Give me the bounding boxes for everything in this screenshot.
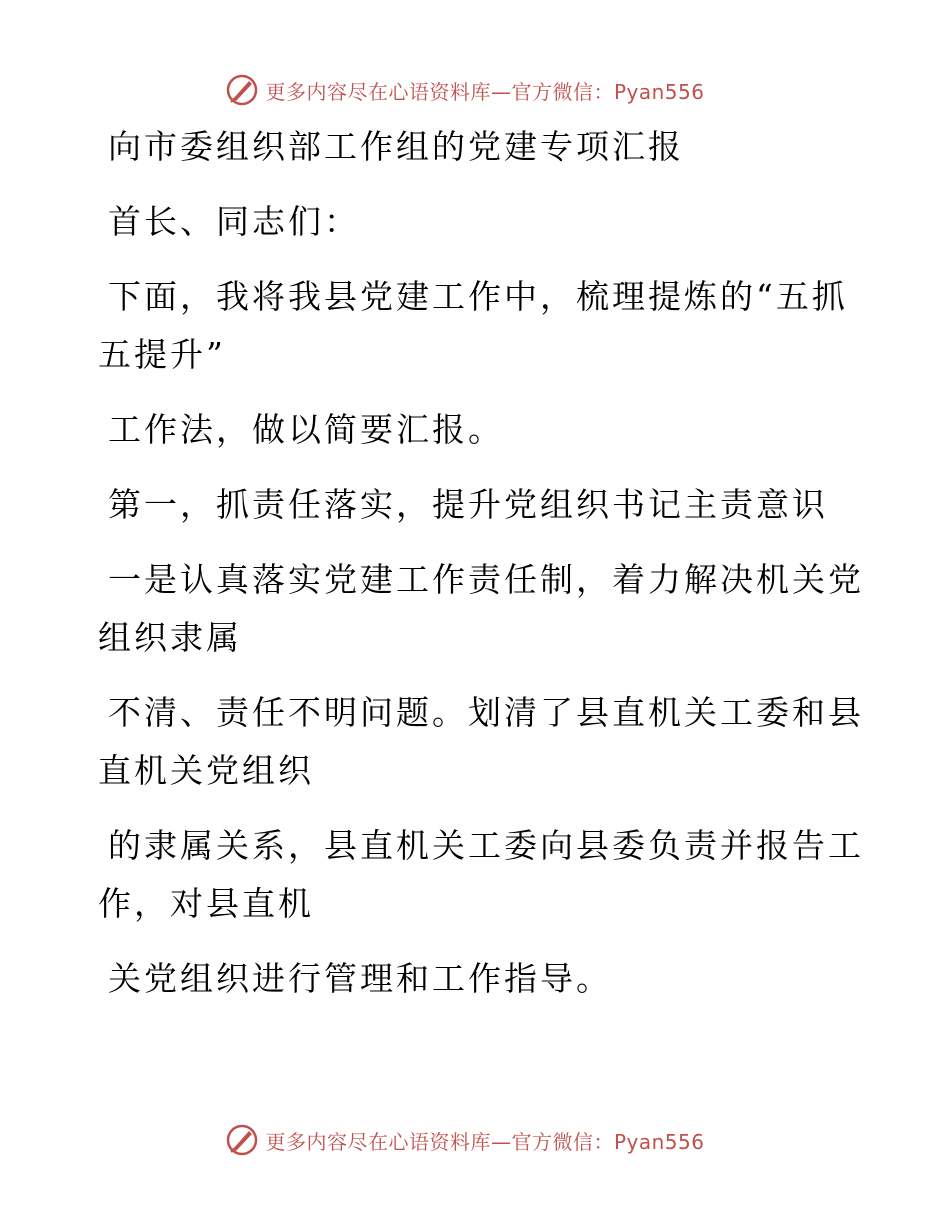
paragraph-line: 一是认真落实党建工作责任制，着力解决机关党: [108, 560, 864, 599]
paragraph-line: 关党组织进行管理和工作指导。: [108, 959, 612, 998]
paragraph-line: 直机关党组织: [98, 751, 314, 790]
document-title: 向市委组织部工作组的党建专项汇报: [108, 127, 684, 166]
paragraph-line: 的隶属关系，县直机关工委向县委负责并报告工: [108, 826, 864, 865]
quill-logo-icon: [225, 1123, 259, 1157]
quill-logo-icon: [225, 73, 259, 107]
paragraph-line: 不清、责任不明问题。划清了县直机关工委和县: [108, 693, 864, 732]
paragraph-line: 作，对县直机: [98, 884, 314, 923]
paragraph-line: 下面，我将我县党建工作中，梳理提炼的“五抓: [108, 277, 848, 316]
footer-watermark: [0, 1120, 950, 1160]
watermark-text: 更多内容尽在心语资料库—官方微信：Pyan556: [265, 1129, 705, 1154]
watermark-group: [225, 1123, 704, 1157]
salutation: 首长、同志们：: [108, 202, 360, 241]
paragraph-line: 组织隶属: [98, 618, 242, 657]
watermark-group: [225, 73, 704, 107]
watermark-text: 更多内容尽在心语资料库—官方微信：Pyan556: [265, 79, 705, 104]
paragraph-line: 工作法，做以简要汇报。: [108, 410, 504, 449]
paragraph-line: 五提升”: [98, 335, 226, 374]
header-watermark: [0, 70, 950, 110]
section-heading: 第一，抓责任落实，提升党组织书记主责意识: [108, 485, 828, 524]
